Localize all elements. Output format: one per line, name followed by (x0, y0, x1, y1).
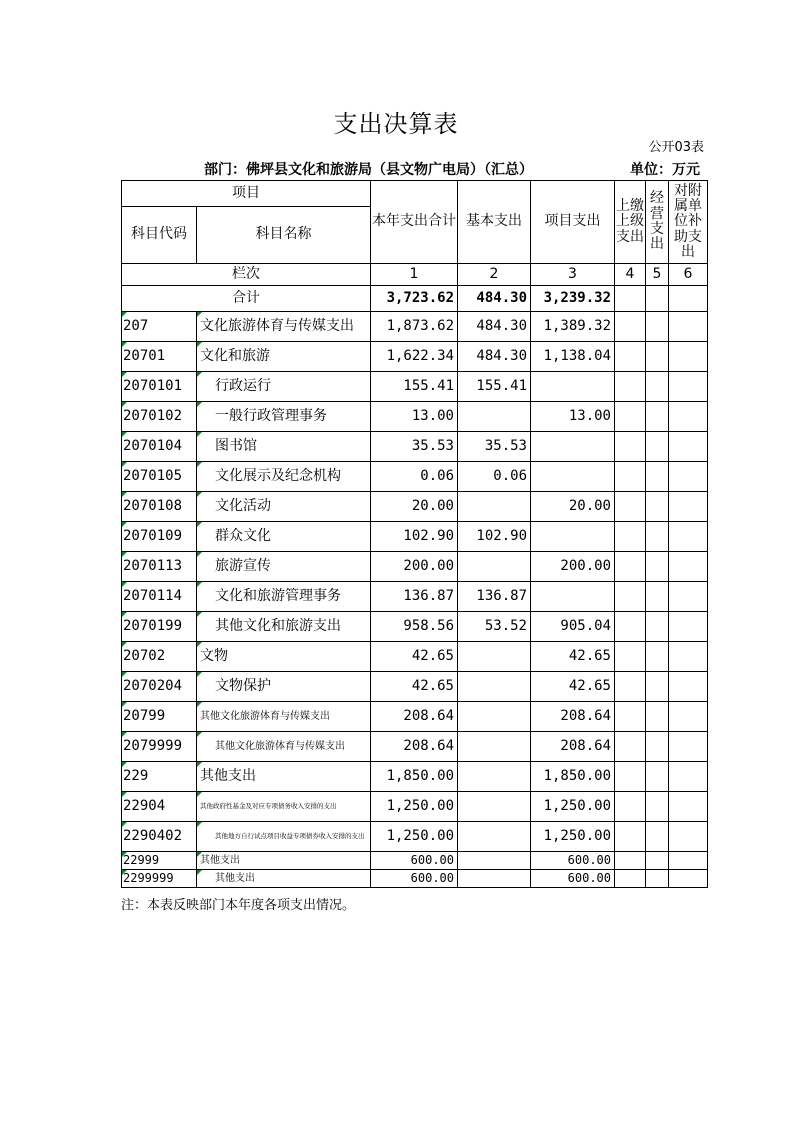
row-name: 图书馆 (197, 432, 371, 462)
table-body (122, 312, 708, 888)
row-business (646, 582, 669, 612)
row-basic: 0.06 (458, 462, 531, 492)
row-code: 2070113 (122, 552, 197, 582)
row-upper (615, 612, 646, 642)
row-total: 102.90 (371, 522, 458, 552)
table-row (122, 582, 708, 612)
row-name: 其他文化和旅游支出 (197, 612, 371, 642)
table-row (122, 792, 708, 822)
cell-marker-icon (122, 612, 127, 617)
row-upper (615, 642, 646, 672)
cell-marker-icon (197, 762, 202, 767)
row-business (646, 702, 669, 732)
row-project: 1,250.00 (531, 792, 615, 822)
cell-marker-icon (197, 342, 202, 347)
total-upper (615, 286, 646, 312)
row-basic (458, 732, 531, 762)
table-row (122, 762, 708, 792)
row-project (531, 462, 615, 492)
page-title: 支出决算表 (333, 110, 459, 138)
row-business (646, 522, 669, 552)
row-basic: 484.30 (458, 342, 531, 372)
row-subsidy (669, 852, 708, 870)
cell-marker-icon (122, 432, 127, 437)
cell-marker-icon (122, 702, 127, 707)
row-code: 2079999 (122, 732, 197, 762)
cell-marker-icon (122, 642, 127, 647)
table-row (122, 870, 708, 888)
row-subsidy (669, 432, 708, 462)
cell-marker-icon (122, 792, 127, 797)
cell-marker-icon (197, 402, 202, 407)
row-code: 2070105 (122, 462, 197, 492)
row-upper (615, 870, 646, 888)
row-name: 其他政府性基金及对应专项债务收入安排的支出 (197, 792, 371, 822)
row-code: 2070109 (122, 522, 197, 552)
cell-marker-icon (197, 822, 202, 827)
row-basic (458, 552, 531, 582)
row-name: 旅游宣传 (197, 552, 371, 582)
cell-marker-icon (197, 312, 202, 317)
row-name: 文化和旅游管理事务 (197, 582, 371, 612)
row-project: 208.64 (531, 732, 615, 762)
row-subsidy (669, 672, 708, 702)
row-code: 2290402 (122, 822, 197, 852)
header-code: 科目代码 (122, 207, 197, 264)
cell-marker-icon (122, 672, 127, 677)
header-upper: 上缴上级支出 (615, 181, 646, 264)
table-row (122, 402, 708, 432)
row-basic (458, 402, 531, 432)
row-code: 207 (122, 312, 197, 342)
row-total: 0.06 (371, 462, 458, 492)
cell-marker-icon (197, 852, 202, 857)
row-total: 208.64 (371, 702, 458, 732)
cell-marker-icon (122, 762, 127, 767)
table-row (122, 702, 708, 732)
row-basic: 484.30 (458, 312, 531, 342)
row-total: 600.00 (371, 870, 458, 888)
row-total: 155.41 (371, 372, 458, 402)
cell-marker-icon (197, 522, 202, 527)
row-code: 2070102 (122, 402, 197, 432)
row-business (646, 342, 669, 372)
row-name: 行政运行 (197, 372, 371, 402)
table-row (122, 492, 708, 522)
row-upper (615, 552, 646, 582)
header-business: 经营支出 (646, 181, 669, 264)
row-name: 文物 (197, 642, 371, 672)
row-upper (615, 492, 646, 522)
row-upper (615, 672, 646, 702)
cell-marker-icon (122, 852, 127, 857)
row-code: 2070114 (122, 582, 197, 612)
row-name: 文化展示及纪念机构 (197, 462, 371, 492)
row-upper (615, 312, 646, 342)
row-upper (615, 702, 646, 732)
row-business (646, 372, 669, 402)
header-name: 科目名称 (197, 207, 371, 264)
row-upper (615, 822, 646, 852)
row-code: 2070101 (122, 372, 197, 402)
cell-marker-icon (197, 870, 202, 875)
row-business (646, 762, 669, 792)
row-code: 2070104 (122, 432, 197, 462)
row-subsidy (669, 312, 708, 342)
row-name: 其他地方自行试点项目收益专项债券收入安排的支出 (197, 822, 371, 852)
row-total: 208.64 (371, 732, 458, 762)
row-subsidy (669, 612, 708, 642)
column-number-6: 6 (669, 264, 708, 286)
row-name: 群众文化 (197, 522, 371, 552)
row-upper (615, 462, 646, 492)
row-project: 13.00 (531, 402, 615, 432)
row-name: 其他支出 (197, 852, 371, 870)
table-header (122, 181, 708, 312)
row-subsidy (669, 792, 708, 822)
row-code: 2070108 (122, 492, 197, 522)
header-basic: 基本支出 (458, 181, 531, 264)
header-project: 项目支出 (531, 181, 615, 264)
row-basic (458, 852, 531, 870)
row-basic (458, 492, 531, 522)
cell-marker-icon (122, 870, 127, 875)
table-row (122, 732, 708, 762)
row-code: 2070199 (122, 612, 197, 642)
row-name: 其他文化旅游体育与传媒支出 (197, 732, 371, 762)
cell-marker-icon (122, 732, 127, 737)
cell-marker-icon (122, 552, 127, 557)
row-name: 其他文化旅游体育与传媒支出 (197, 702, 371, 732)
row-basic: 35.53 (458, 432, 531, 462)
row-total: 1,250.00 (371, 792, 458, 822)
total-business (646, 286, 669, 312)
form-number: 公开03表 (648, 140, 704, 155)
row-project: 1,138.04 (531, 342, 615, 372)
total-label: 合计 (122, 286, 371, 312)
row-subsidy (669, 522, 708, 552)
column-number-label: 栏次 (122, 264, 371, 286)
row-upper (615, 372, 646, 402)
column-number-1: 1 (371, 264, 458, 286)
cell-marker-icon (122, 492, 127, 497)
row-subsidy (669, 552, 708, 582)
table-row (122, 822, 708, 852)
row-business (646, 642, 669, 672)
cell-marker-icon (197, 372, 202, 377)
cell-marker-icon (122, 522, 127, 527)
cell-marker-icon (197, 642, 202, 647)
expenditure-table (121, 180, 708, 888)
row-project: 600.00 (531, 870, 615, 888)
row-upper (615, 402, 646, 432)
column-number-2: 2 (458, 264, 531, 286)
total-amount: 3,723.62 (371, 286, 458, 312)
cell-marker-icon (197, 462, 202, 467)
header-subsidy: 对附属单位补助支出 (669, 181, 708, 264)
row-code: 22904 (122, 792, 197, 822)
row-project: 42.65 (531, 642, 615, 672)
row-total: 42.65 (371, 642, 458, 672)
row-total: 20.00 (371, 492, 458, 522)
row-basic: 53.52 (458, 612, 531, 642)
cell-marker-icon (122, 342, 127, 347)
column-number-5: 5 (646, 264, 669, 286)
row-name: 文化活动 (197, 492, 371, 522)
row-name: 其他支出 (197, 762, 371, 792)
row-project (531, 372, 615, 402)
row-upper (615, 342, 646, 372)
cell-marker-icon (197, 582, 202, 587)
row-total: 1,850.00 (371, 762, 458, 792)
table-row (122, 432, 708, 462)
row-name: 文化和旅游 (197, 342, 371, 372)
row-code: 22999 (122, 852, 197, 870)
row-subsidy (669, 372, 708, 402)
row-basic (458, 672, 531, 702)
row-total: 1,250.00 (371, 822, 458, 852)
row-name: 文化旅游体育与传媒支出 (197, 312, 371, 342)
row-project (531, 522, 615, 552)
total-basic: 484.30 (458, 286, 531, 312)
row-project: 1,389.32 (531, 312, 615, 342)
row-business (646, 462, 669, 492)
table-row (122, 462, 708, 492)
cell-marker-icon (197, 792, 202, 797)
row-business (646, 822, 669, 852)
row-name: 一般行政管理事务 (197, 402, 371, 432)
row-project: 1,250.00 (531, 822, 615, 852)
row-code: 229 (122, 762, 197, 792)
row-project: 42.65 (531, 672, 615, 702)
row-project: 1,850.00 (531, 762, 615, 792)
row-business (646, 492, 669, 522)
table-row (122, 852, 708, 870)
row-basic (458, 762, 531, 792)
row-business (646, 852, 669, 870)
department-label: 部门：佛坪县文化和旅游局（县文物广电局）（汇总） (204, 162, 533, 178)
row-basic (458, 642, 531, 672)
row-upper (615, 852, 646, 870)
column-number-4: 4 (615, 264, 646, 286)
row-subsidy (669, 492, 708, 522)
row-code: 20701 (122, 342, 197, 372)
cell-marker-icon (122, 402, 127, 407)
row-business (646, 312, 669, 342)
row-project: 208.64 (531, 702, 615, 732)
row-subsidy (669, 342, 708, 372)
cell-marker-icon (122, 822, 127, 827)
row-upper (615, 432, 646, 462)
row-code: 2070204 (122, 672, 197, 702)
row-project: 200.00 (531, 552, 615, 582)
row-total: 1,873.62 (371, 312, 458, 342)
row-subsidy (669, 582, 708, 612)
row-business (646, 402, 669, 432)
cell-marker-icon (197, 432, 202, 437)
header-item: 项目 (122, 181, 371, 207)
row-subsidy (669, 642, 708, 672)
cell-marker-icon (197, 612, 202, 617)
row-subsidy (669, 822, 708, 852)
row-upper (615, 522, 646, 552)
row-total: 42.65 (371, 672, 458, 702)
row-total: 13.00 (371, 402, 458, 432)
table-row (122, 642, 708, 672)
table-row (122, 612, 708, 642)
column-number-3: 3 (531, 264, 615, 286)
row-subsidy (669, 732, 708, 762)
row-total: 35.53 (371, 432, 458, 462)
table-row (122, 372, 708, 402)
row-subsidy (669, 702, 708, 732)
row-upper (615, 582, 646, 612)
row-upper (615, 732, 646, 762)
row-basic: 155.41 (458, 372, 531, 402)
row-code: 20799 (122, 702, 197, 732)
row-business (646, 792, 669, 822)
row-basic (458, 822, 531, 852)
row-name: 其他支出 (197, 870, 371, 888)
cell-marker-icon (197, 672, 202, 677)
row-business (646, 732, 669, 762)
row-basic: 102.90 (458, 522, 531, 552)
row-code: 2299999 (122, 870, 197, 888)
row-name: 文物保护 (197, 672, 371, 702)
total-subsidy (669, 286, 708, 312)
table-row (122, 672, 708, 702)
row-project (531, 582, 615, 612)
row-upper (615, 792, 646, 822)
table-row (122, 552, 708, 582)
table-row (122, 522, 708, 552)
row-total: 136.87 (371, 582, 458, 612)
row-project (531, 432, 615, 462)
row-subsidy (669, 462, 708, 492)
row-business (646, 870, 669, 888)
row-upper (615, 762, 646, 792)
row-basic (458, 870, 531, 888)
row-basic (458, 702, 531, 732)
cell-marker-icon (122, 372, 127, 377)
row-project: 905.04 (531, 612, 615, 642)
table-row (122, 342, 708, 372)
row-project: 20.00 (531, 492, 615, 522)
cell-marker-icon (197, 732, 202, 737)
row-basic: 136.87 (458, 582, 531, 612)
header-total: 本年支出合计 (371, 181, 458, 264)
row-business (646, 432, 669, 462)
cell-marker-icon (122, 312, 127, 317)
total-project: 3,239.32 (531, 286, 615, 312)
row-code: 20702 (122, 642, 197, 672)
cell-marker-icon (122, 462, 127, 467)
cell-marker-icon (197, 492, 202, 497)
table-row (122, 312, 708, 342)
row-total: 958.56 (371, 612, 458, 642)
row-basic (458, 792, 531, 822)
row-business (646, 672, 669, 702)
row-total: 200.00 (371, 552, 458, 582)
footnote: 注：本表反映部门本年度各项支出情况。 (121, 898, 356, 913)
cell-marker-icon (122, 582, 127, 587)
row-total: 600.00 (371, 852, 458, 870)
row-subsidy (669, 762, 708, 792)
row-project: 600.00 (531, 852, 615, 870)
row-business (646, 552, 669, 582)
row-subsidy (669, 870, 708, 888)
row-business (646, 612, 669, 642)
unit-label: 单位：万元 (630, 162, 700, 178)
cell-marker-icon (197, 702, 202, 707)
cell-marker-icon (197, 552, 202, 557)
row-subsidy (669, 402, 708, 432)
row-total: 1,622.34 (371, 342, 458, 372)
